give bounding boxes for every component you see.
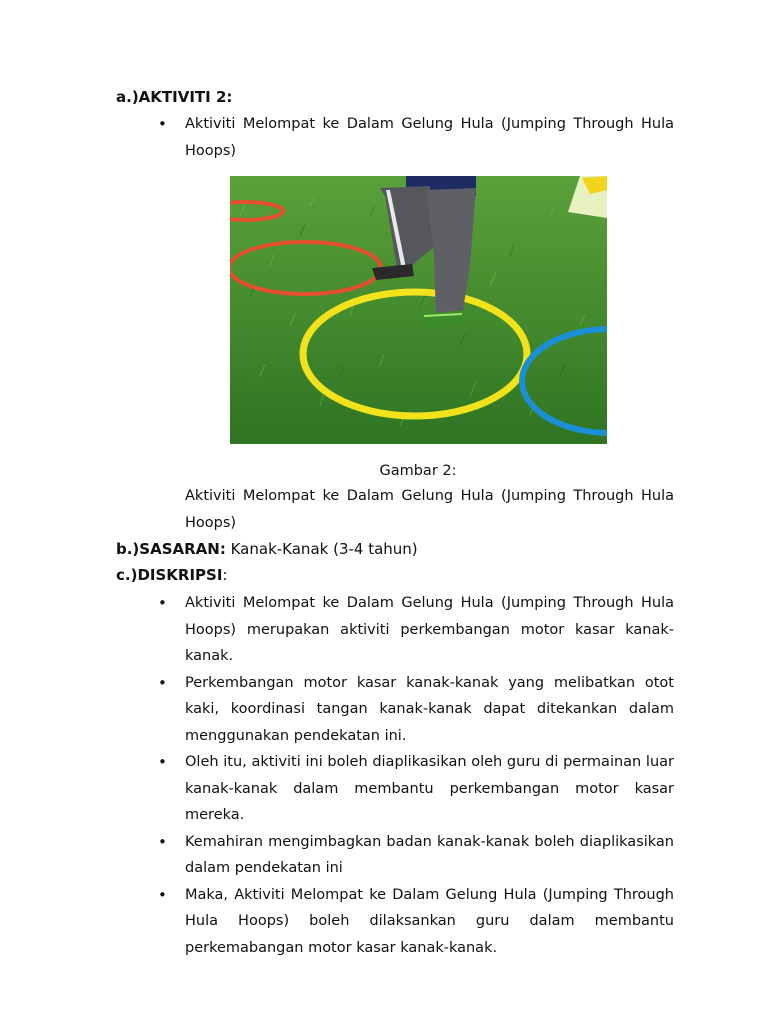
list-item: • Aktiviti Melompat ke Dalam Gelung Hula (Jumping Through Hula Hoops) [158, 111, 674, 164]
list-item: • Oleh itu, aktiviti ini boleh diaplikasikan oleh guru di permainan luar kanak-kanak dalam membantu perkembangan motor kasar mereka. [158, 749, 674, 829]
figure-title: Gambar 2: [379, 463, 457, 479]
description-heading: c.)DISKRIPSI: [116, 566, 228, 584]
activity-list [158, 111, 674, 164]
bullet-icon: • [158, 832, 167, 851]
target-value: Kanak-Kanak (3-4 tahun) [230, 540, 418, 558]
description-list [158, 590, 674, 961]
list-item: • Kemahiran mengimbagkan badan kanak-kanak boleh diaplikasikan dalam pendekatan ini [158, 829, 674, 882]
hula-hoop-photo [230, 176, 607, 444]
activity-heading: a.)AKTIVITI 2: [116, 88, 233, 106]
list-item: • Aktiviti Melompat ke Dalam Gelung Hula (Jumping Through Hula Hoops) merupakan aktiviti perkembangan motor kasar kanak-kanak. [158, 590, 674, 670]
bullet-icon: • [158, 115, 167, 133]
target-heading: b.)SASARAN: Kanak-Kanak (3-4 tahun) [116, 540, 418, 558]
bullet-icon: • [158, 753, 167, 771]
list-item: • Maka, Aktiviti Melompat ke Dalam Gelung Hula (Jumping Through Hula Hoops) boleh dilaksankan guru dalam membantu perkemabangan motor kasar kanak-kanak. [158, 882, 674, 962]
bullet-icon: • [158, 673, 167, 692]
figure-caption: Aktiviti Melompat ke Dalam Gelung Hula (Jumping Through Hula Hoops) [185, 488, 674, 531]
list-item: • Perkembangan motor kasar kanak-kanak yang melibatkan otot kaki, koordinasi tangan kanak-kanak dapat ditekankan dalam menggunakan pendekatan ini. [158, 670, 674, 750]
bullet-icon: • [158, 885, 167, 904]
bullet-icon: • [158, 594, 167, 612]
